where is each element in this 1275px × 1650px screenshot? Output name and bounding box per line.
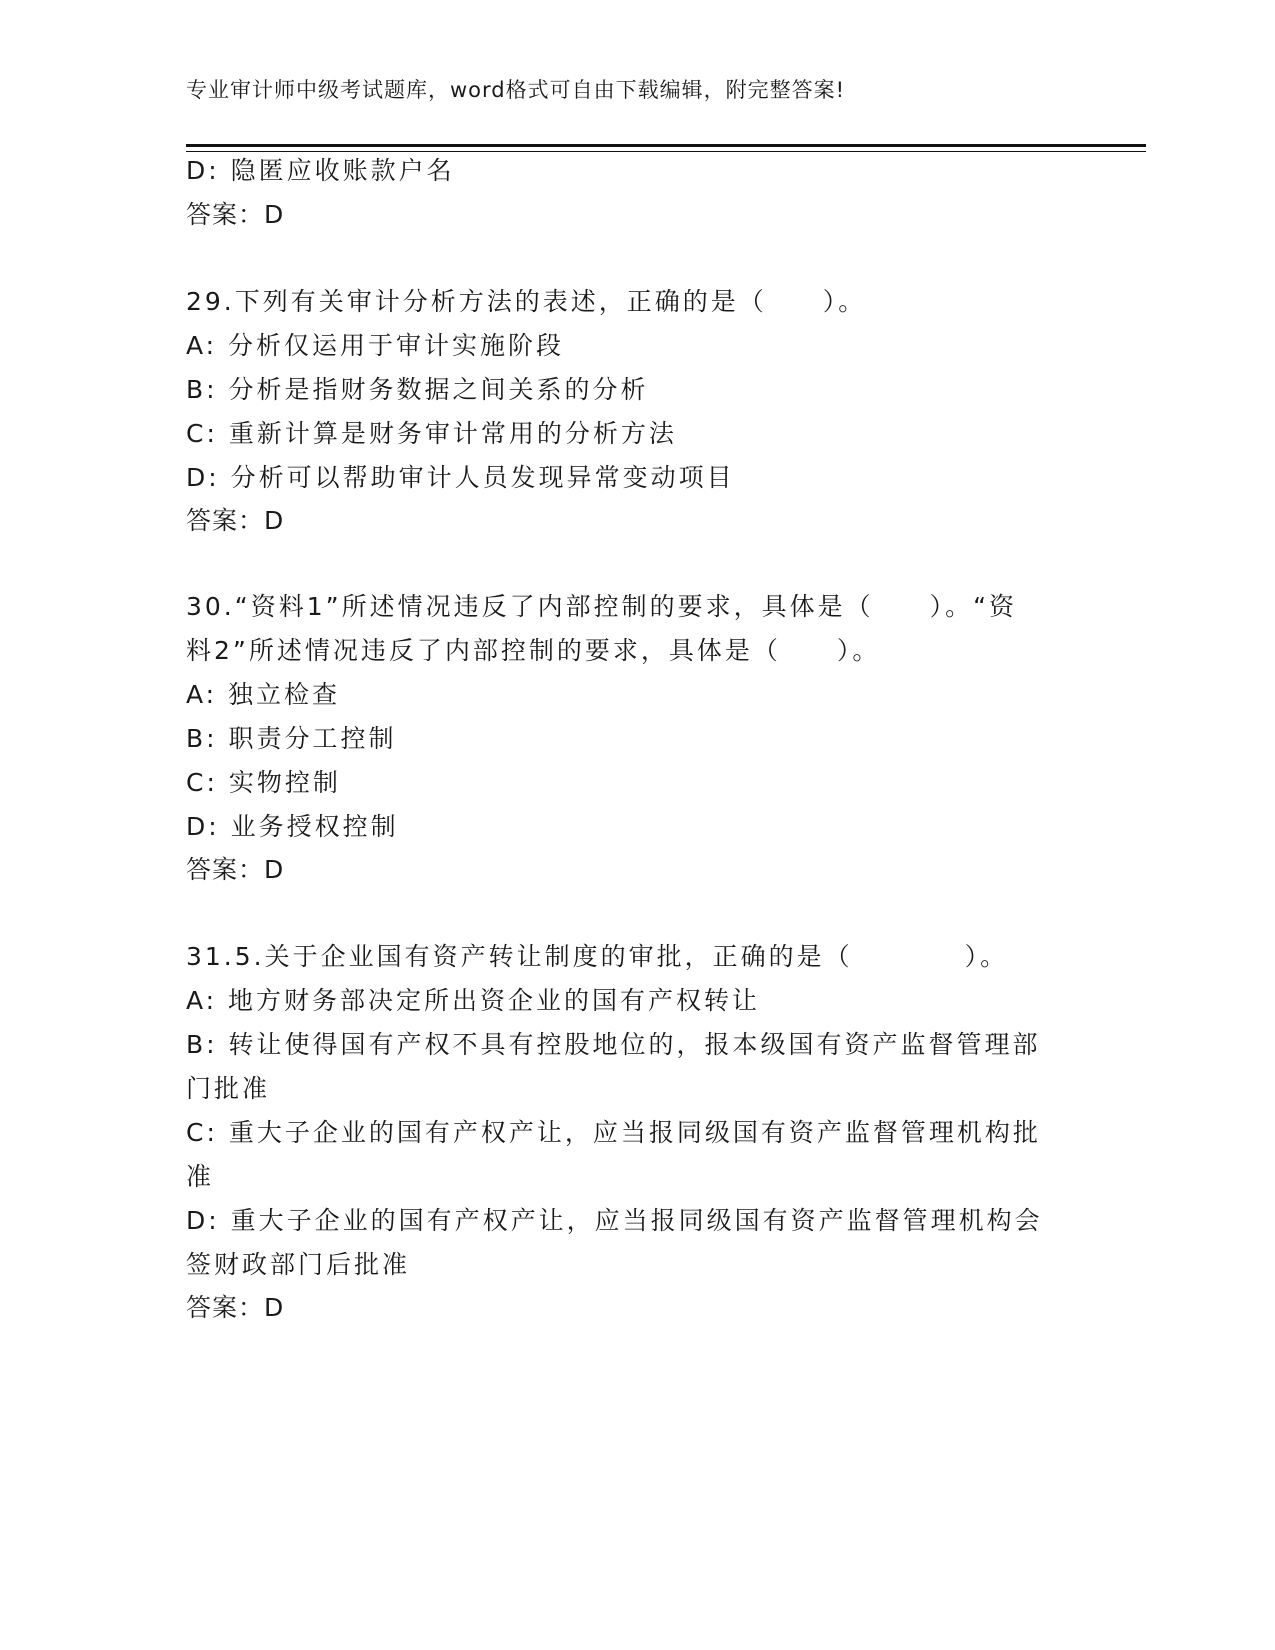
option-30-d: D: 业务授权控制: [186, 812, 399, 841]
option-29-b: B: 分析是指财务数据之间关系的分析: [186, 375, 649, 404]
option-31-c-line-2: 准: [186, 1162, 215, 1191]
option-30-c: C: 实物控制: [186, 768, 341, 797]
header-rule-thin: [186, 151, 1146, 152]
question-31: 31.5.关于企业国有资产转让制度的审批，正确的是（ ）。: [186, 942, 1009, 971]
question-30-line-2: 料2”所述情况违反了内部控制的要求，具体是（ ）。: [186, 636, 881, 665]
answer-30: 答案：D: [186, 855, 285, 884]
option-31-a: A: 地方财务部决定所出资企业的国有产权转让: [186, 986, 761, 1015]
option-31-b-line-1: B: 转让使得国有产权不具有控股地位的，报本级国有资产监督管理部: [186, 1030, 1041, 1059]
option-31-b-line-2: 门批准: [186, 1074, 271, 1103]
option-29-d: D: 分析可以帮助审计人员发现异常变动项目: [186, 463, 735, 492]
option-31-d-line-2: 签财政部门后批准: [186, 1250, 411, 1279]
question-29: 29.下列有关审计分析方法的表述，正确的是（ ）。: [186, 287, 867, 316]
option-d-prev: D: 隐匿应收账款户名: [186, 156, 455, 185]
answer-31: 答案：D: [186, 1293, 285, 1322]
option-30-b: B: 职责分工控制: [186, 724, 397, 753]
option-30-a: A: 独立检查: [186, 680, 341, 709]
option-29-c: C: 重新计算是财务审计常用的分析方法: [186, 419, 677, 448]
answer-29: 答案：D: [186, 506, 285, 535]
header-rule-thick: [186, 144, 1146, 147]
question-30-line-1: 30.“资料1”所述情况违反了内部控制的要求，具体是（ ）。“资: [186, 592, 1018, 621]
option-31-c-line-1: C: 重大子企业的国有产权产让，应当报同级国有资产监督管理机构批: [186, 1118, 1041, 1147]
answer-prev: 答案：D: [186, 200, 285, 229]
document-header: 专业审计师中级考试题库，word格式可自由下载编辑，附完整答案!: [186, 78, 846, 102]
option-31-d-line-1: D: 重大子企业的国有产权产让，应当报同级国有资产监督管理机构会: [186, 1206, 1043, 1235]
option-29-a: A: 分析仅运用于审计实施阶段: [186, 331, 565, 360]
